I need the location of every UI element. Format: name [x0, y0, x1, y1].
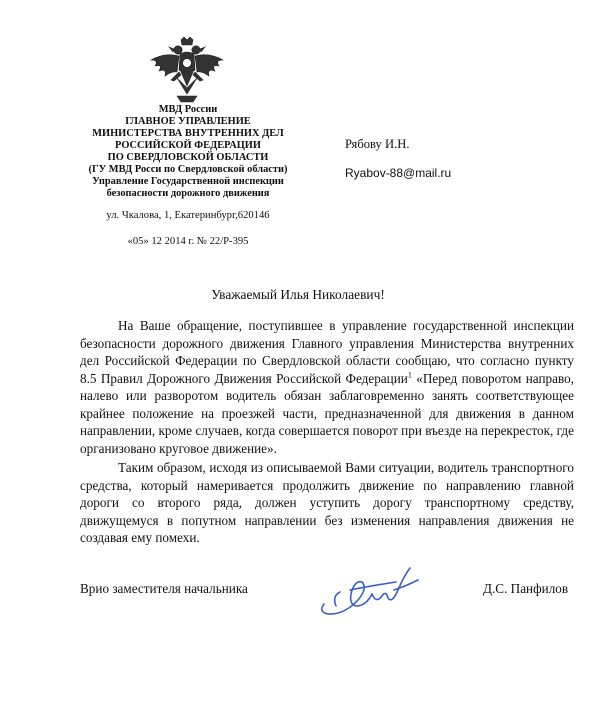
addressee-email: Ryabov-88@mail.ru [345, 166, 452, 180]
double-headed-eagle-emblem-icon [147, 36, 227, 104]
handwritten-signature [310, 560, 430, 618]
signatory-title: Врио заместителя начальника [80, 581, 248, 596]
letterhead-line: МИНИСТЕРСТВА ВНУТРЕННИХ ДЕЛ [92, 128, 284, 139]
letterhead-line: РОССИЙСКОЙ ФЕДЕРАЦИИ [115, 140, 261, 151]
letterhead-line: (ГУ МВД Росси по Свердловской области) [88, 164, 288, 175]
letterhead-line: МВД России [158, 104, 218, 115]
signatory-name: Д.С. Панфилов [483, 581, 569, 596]
letterhead [72, 104, 304, 200]
body-paragraph-1 [80, 317, 574, 457]
letter-body [80, 317, 574, 547]
addressee-name: Рябову И.Н. [345, 137, 410, 151]
paragraph-1-text: На Ваше обращение, поступившее в управление государственной инспекции безопасности дорожного движения Главного управления Министерства внутренних дел Российской Федерации по Свердловской области сообщаю, что согласно пункту 8.5 Правил Дорожного Движения Российской Федерации [80, 318, 574, 386]
letterhead-line: ГЛАВНОЕ УПРАВЛЕНИЕ [125, 116, 251, 127]
salutation: Уважаемый Илья Николаевич! [211, 287, 385, 302]
registration-number: «05» 12 2014 г. № 22/Р-395 [127, 236, 249, 247]
letterhead-line: Управление Государственной инспекции [92, 176, 284, 187]
sender-address: ул. Чкалова, 1, Екатеринбург,620146 [106, 210, 270, 221]
footnote-mark: 1 [407, 370, 412, 380]
paragraph-1-quote: «Перед поворотом направо, налево или разворотом водитель обязан заблаговременно занять соответствующее крайнее положение на проезжей части, предназначенной для движения в данном направлении, кроме случаев, когда совершается поворот при въезде на перекресток, где организовано круговое движение». [80, 370, 574, 456]
body-paragraph-2: Таким образом, исходя из описываемой Вами ситуации, водитель транспортного средства, который намеривается продолжить движение по направлению главной дороги со второго ряда, должен уступить дорогу транспортному средству, движущемуся в попутном направлении без изменения направления движения не создавая ему помехи. [80, 460, 574, 545]
letterhead-line: ПО СВЕРДЛОВСКОЙ ОБЛАСТИ [107, 152, 269, 163]
letterhead-line: безопасности дорожного движения [106, 188, 270, 199]
